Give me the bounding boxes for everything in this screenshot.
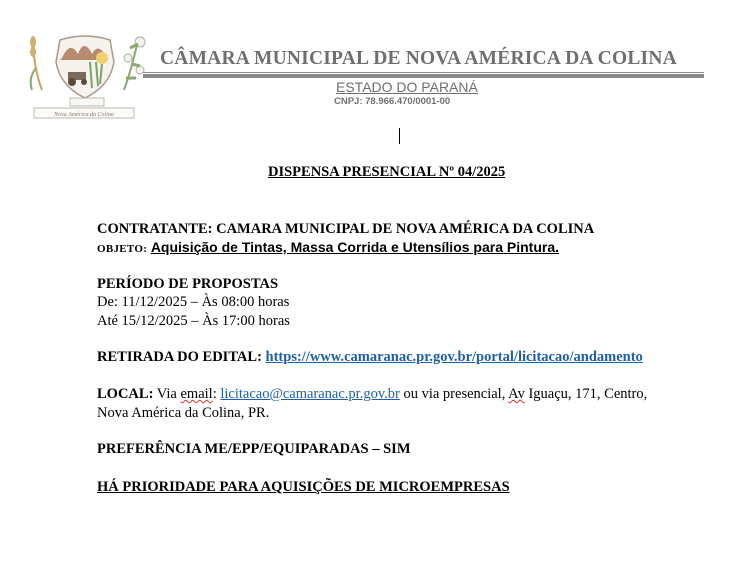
header-rule-thin bbox=[143, 72, 704, 73]
contratante-label: CONTRATANTE: bbox=[97, 221, 213, 237]
local-presencial: ou via presencial, bbox=[403, 386, 506, 402]
local-colon: : bbox=[212, 386, 217, 402]
svg-text:Nova América da Colina: Nova América da Colina bbox=[54, 112, 114, 118]
contact-email-link[interactable]: licitacao@camaranac.pr.gov.br bbox=[220, 386, 400, 402]
local-city: Nova América da Colina, PR. bbox=[97, 405, 270, 421]
organization-title: CÂMARA MUNICIPAL DE NOVA AMÉRICA DA COLINA bbox=[160, 48, 677, 69]
prioridade-line: HÁ PRIORIDADE PARA AQUISIÇÕES DE MICROEMPRESAS bbox=[97, 479, 510, 495]
cnpj-number: CNPJ: 78.966.470/0001-00 bbox=[334, 96, 451, 107]
coat-of-arms-logo bbox=[20, 28, 150, 123]
contratante-line bbox=[97, 220, 594, 238]
local-label: LOCAL: bbox=[97, 386, 154, 402]
periodo-heading: PERÍODO DE PROPOSTAS bbox=[97, 276, 279, 292]
header-rule-thick bbox=[143, 74, 704, 78]
local-av: Av bbox=[508, 386, 525, 402]
document-title: DISPENSA PRESENCIAL Nº 04/2025 bbox=[268, 164, 506, 180]
contratante-value: CAMARA MUNICIPAL DE NOVA AMÉRICA DA COLINA bbox=[216, 221, 595, 237]
edital-link[interactable]: https://www.camaranac.pr.gov.br/portal/licitacao/andamento bbox=[265, 349, 643, 365]
objeto-value: Aquisição de Tintas, Massa Corrida e Utensílios para Pintura. bbox=[150, 239, 560, 255]
local-via: Via bbox=[156, 386, 177, 402]
crest-icon bbox=[20, 28, 150, 123]
edital-line bbox=[97, 348, 643, 366]
periodo-start: De: 11/12/2025 – Às 08:00 horas bbox=[97, 294, 290, 310]
edital-label: RETIRADA DO EDITAL: bbox=[97, 349, 262, 365]
local-address: Iguaçu, 171, Centro, bbox=[528, 386, 648, 402]
local-email-word: email bbox=[180, 386, 213, 402]
periodo-end: Até 15/12/2025 – Às 17:00 horas bbox=[97, 313, 290, 329]
text-cursor bbox=[399, 128, 400, 144]
local-line bbox=[97, 385, 647, 403]
objeto-line bbox=[97, 238, 559, 258]
preferencia-line: PREFERÊNCIA ME/EPP/EQUIPARADAS – SIM bbox=[97, 441, 411, 457]
objeto-label: OBJETO: bbox=[97, 243, 148, 255]
state-subtitle: ESTADO DO PARANÁ bbox=[336, 79, 478, 95]
